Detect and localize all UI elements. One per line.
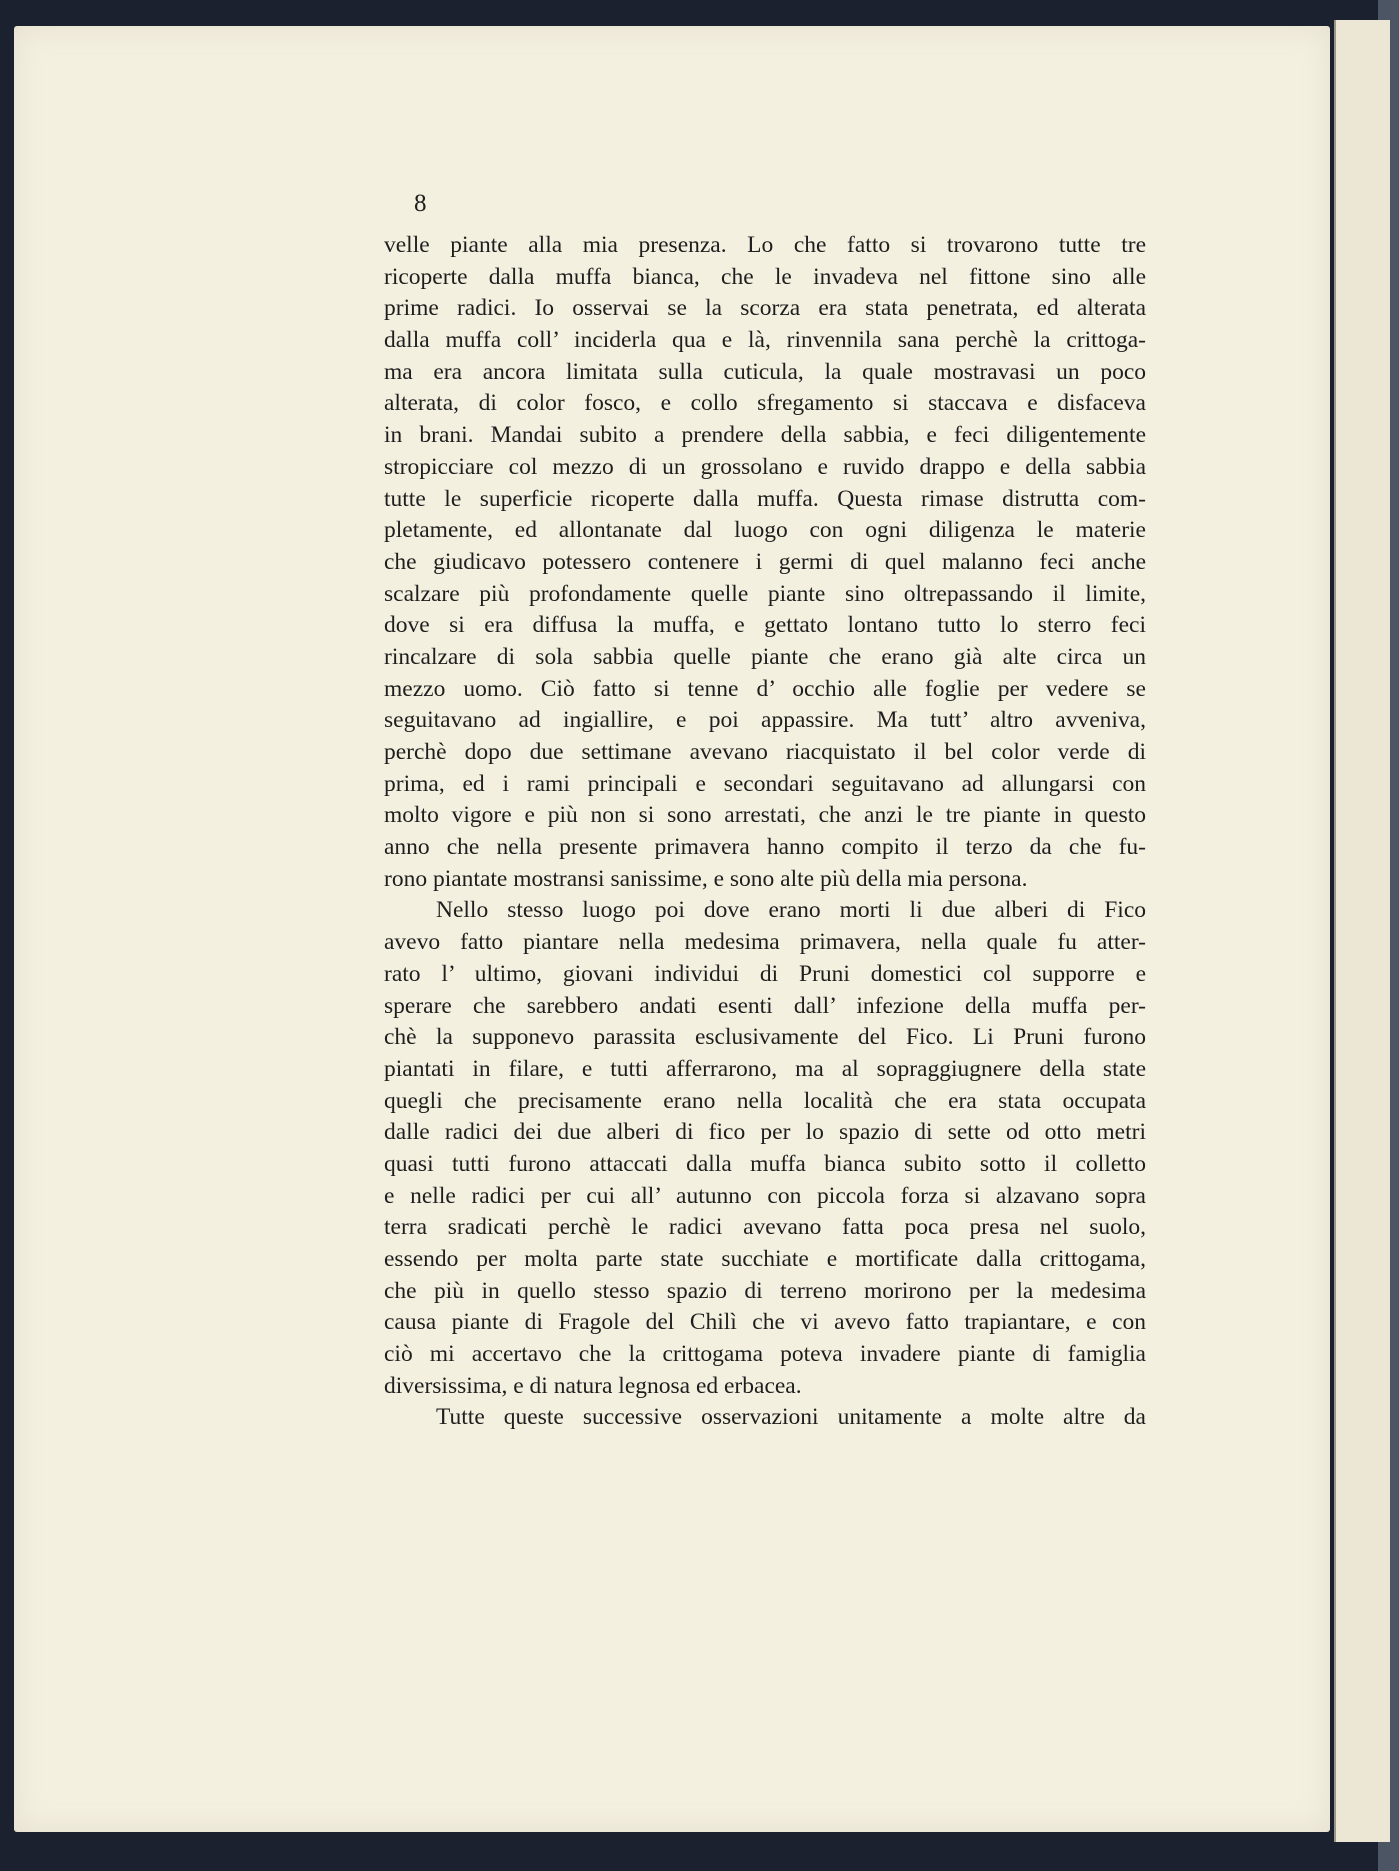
text-line: velle piante alla mia presenza. Lo che fatto si trovarono tutte tre (384, 232, 1146, 258)
text-line: dove si era diffusa la muffa, e gettato lontano tutto lo sterro feci (384, 612, 1146, 639)
text-line: chè la supponevo parassita esclusivamente del Fico. Li Pruni furono (384, 1024, 1146, 1051)
text-line: rincalzare di sola sabbia quelle piante che erano già alte circa un (384, 643, 1146, 670)
text-line: e nelle radici per cui all’ autunno con piccola forza si alzavano sopra (384, 1182, 1146, 1209)
text-line: molto vigore e più non si sono arrestati, che anzi le tre piante in questo (384, 802, 1146, 829)
text-line: rono piantate mostransi sanissime, e sono alte più della mia persona. (384, 865, 1028, 892)
text-line: mezzo uomo. Ciò fatto si tenne d’ occhio alle foglie per vedere se (384, 675, 1146, 702)
adjacent-page (1334, 20, 1390, 1842)
text-line: in brani. Mandai subito a prendere della sabbia, e feci diligentemente (384, 422, 1146, 449)
text-line: Tutte queste successive osservazioni unitamente a molte altre da (436, 1404, 1146, 1431)
text-line: dalle radici dei due alberi di fico per lo spazio di sette od otto metri (384, 1119, 1146, 1146)
text-line: tutte le superficie ricoperte dalla muffa. Questa rimase distrutta com- (384, 485, 1146, 512)
text-line: causa piante di Fragole del Chilì che vi avevo fatto trapiantare, e con (384, 1309, 1146, 1336)
text-line: sperare che sarebbero andati esenti dall’ infezione della muffa per- (384, 992, 1146, 1019)
text-line: che giudicavo potessero contenere i germi di quel malanno feci anche (384, 548, 1146, 575)
page-number: 8 (414, 190, 427, 217)
text-line: dalla muffa coll’ inciderla qua e là, rinvennila sana perchè la crittoga- (384, 327, 1146, 354)
text-line: ricoperte dalla muffa bianca, che le invadeva nel fittone sino alle (384, 263, 1146, 290)
text-line: scalzare più profondamente quelle piante sino oltrepassando il limite, (384, 580, 1146, 607)
text-line: piantati in filare, e tutti afferrarono, ma al sopraggiugnere della state (384, 1055, 1146, 1082)
text-line: stropicciare col mezzo di un grossolano e ruvido drappo e della sabbia (384, 453, 1146, 480)
text-line: diversissima, e di natura legnosa ed erbacea. (384, 1372, 802, 1399)
text-line: Nello stesso luogo poi dove erano morti li due alberi di Fico (436, 897, 1146, 924)
text-line: alterata, di color fosco, e collo sfregamento si staccava e disfaceva (384, 390, 1146, 417)
text-line: pletamente, ed allontanate dal luogo con ogni diligenza le materie (384, 517, 1146, 544)
text-line: avevo fatto piantare nella medesima primavera, nella quale fu atter- (384, 929, 1146, 956)
text-line: prime radici. Io osservai se la scorza era stata penetrata, ed alterata (384, 295, 1146, 322)
text-line: quasi tutti furono attaccati dalla muffa bianca subito sotto il colletto (384, 1150, 1146, 1177)
text-line: prima, ed i rami principali e secondari seguitavano ad allungarsi con (384, 770, 1146, 797)
text-line: ciò mi accertavo che la crittogama poteva invadere piante di famiglia (384, 1341, 1146, 1368)
text-line: terra sradicati perchè le radici avevano fatta poca presa nel suolo, (384, 1214, 1146, 1241)
text-line: anno che nella presente primavera hanno compito il terzo da che fu- (384, 834, 1146, 861)
text-line: rato l’ ultimo, giovani individui di Pruni domestici col supporre e (384, 960, 1146, 987)
text-line: perchè dopo due settimane avevano riacquistato il bel color verde di (384, 739, 1146, 765)
body-text (384, 230, 1146, 1434)
text-line: ma era ancora limitata sulla cuticula, la quale mostravasi un poco (384, 358, 1146, 385)
text-line: quegli che precisamente erano nella località che era stata occupata (384, 1087, 1146, 1114)
text-line: essendo per molta parte state succhiate e mortificate dalla crittogama, (384, 1246, 1146, 1272)
text-line: che più in quello stesso spazio di terreno morirono per la medesima (384, 1277, 1146, 1304)
text-line: seguitavano ad ingiallire, e poi appassire. Ma tutt’ altro avveniva, (384, 707, 1146, 734)
